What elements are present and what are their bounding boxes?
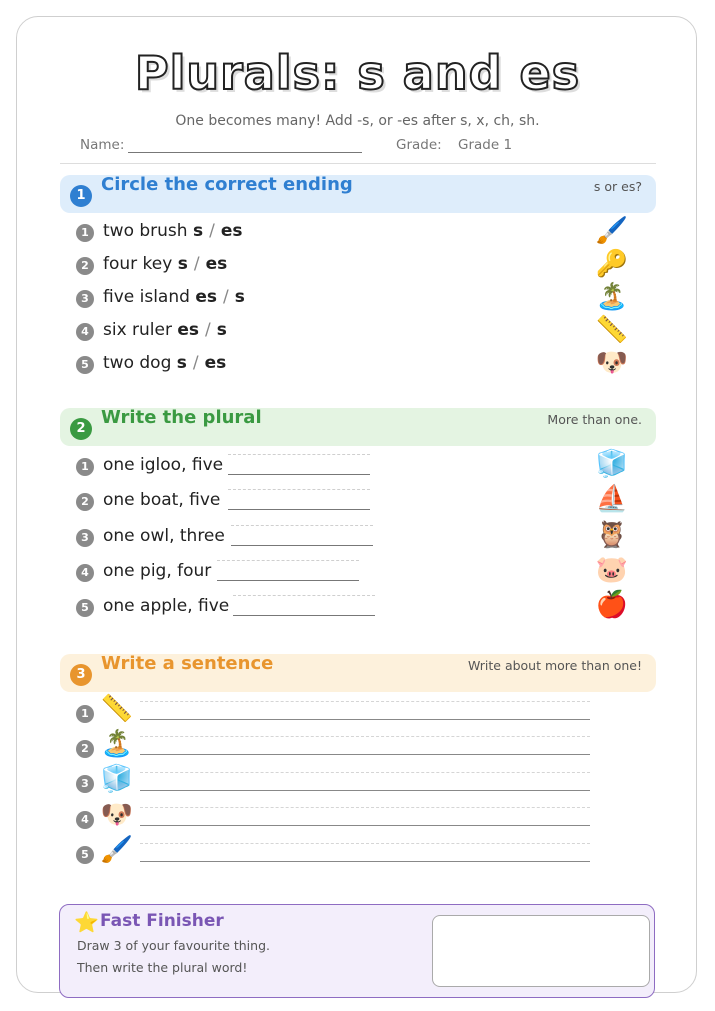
section-1-number: 1 [70, 185, 92, 207]
item-number: 3 [76, 290, 94, 308]
ending-option[interactable]: s [177, 254, 188, 274]
item-text: one boat, five [103, 490, 221, 510]
answer-line[interactable] [233, 593, 375, 616]
item-text: one apple, five [103, 596, 230, 616]
item-number: 5 [76, 599, 94, 617]
item-text [103, 353, 226, 373]
ruler-icon: 📏 [595, 315, 629, 345]
paintbrush-icon: 🖌️ [100, 835, 134, 865]
section-2-note: More than one. [547, 412, 642, 427]
item-word: two brush [103, 221, 188, 241]
item-number: 1 [76, 224, 94, 242]
ending-option[interactable]: es [205, 254, 228, 274]
star-icon: ⭐ [74, 910, 99, 934]
fast-finisher-line-1: Draw 3 of your favourite thing. [77, 938, 270, 953]
item-number: 1 [76, 458, 94, 476]
item-text: one pig, four [103, 561, 212, 581]
answer-line[interactable] [228, 452, 370, 475]
owl-icon: 🦉 [595, 520, 629, 550]
fast-finisher-title: Fast Finisher [100, 911, 224, 931]
item-number: 4 [76, 323, 94, 341]
island-icon: 🏝️ [100, 729, 134, 759]
item-text: one owl, three [103, 526, 225, 546]
item-number: 3 [76, 775, 94, 793]
answer-line[interactable] [217, 558, 359, 581]
key-icon: 🔑 [595, 249, 629, 279]
item-number: 2 [76, 257, 94, 275]
answer-line[interactable] [231, 523, 373, 546]
sentence-line[interactable] [140, 803, 590, 826]
ice-cube-icon: 🧊 [595, 449, 629, 479]
grade-value: Grade 1 [458, 137, 513, 153]
header-divider [60, 163, 656, 164]
section-2-number: 2 [70, 418, 92, 440]
ending-option[interactable]: s [192, 221, 204, 241]
sentence-line[interactable] [140, 839, 590, 862]
section-2-header [60, 408, 656, 446]
grade-label: Grade: [396, 137, 442, 153]
ice-cube-icon: 🧊 [100, 764, 134, 794]
section-1-title: Circle the correct ending [101, 174, 353, 195]
ending-option[interactable]: s [216, 320, 227, 340]
sentence-line[interactable] [140, 697, 590, 720]
ruler-icon: 📏 [100, 694, 134, 724]
sentence-line[interactable] [140, 732, 590, 755]
ending-option[interactable]: s [234, 287, 245, 307]
item-number: 2 [76, 740, 94, 758]
item-number: 5 [76, 846, 94, 864]
paintbrush-icon: 🖌️ [595, 216, 629, 246]
section-3-title: Write a sentence [101, 653, 274, 674]
page-title: Plurals: s and es [134, 46, 581, 100]
ending-option[interactable]: es [177, 320, 200, 340]
item-number: 5 [76, 356, 94, 374]
item-word: six ruler [103, 320, 172, 340]
item-text [103, 221, 242, 241]
section-3-number: 3 [70, 664, 92, 686]
dog-icon: 🐶 [595, 348, 629, 378]
item-number: 1 [76, 705, 94, 723]
item-number: 2 [76, 493, 94, 511]
apple-icon: 🍎 [595, 590, 629, 620]
slash: / [192, 353, 199, 373]
section-3-note: Write about more than one! [467, 658, 642, 673]
name-label: Name: [80, 137, 125, 153]
slash: / [193, 254, 200, 274]
item-word: four key [103, 254, 173, 274]
slash: / [205, 320, 211, 340]
item-number: 4 [76, 811, 94, 829]
section-1-note: s or es? [593, 179, 642, 194]
item-number: 3 [76, 529, 94, 547]
section-2-title: Write the plural [101, 407, 262, 428]
section-1-header [60, 175, 656, 213]
fast-finisher-line-2: Then write the plural word! [77, 960, 248, 975]
ending-option[interactable]: es [220, 221, 243, 241]
answer-line[interactable] [228, 487, 370, 510]
item-word: five island [103, 287, 190, 307]
item-word: two dog [103, 353, 172, 373]
drawing-box[interactable] [432, 915, 650, 987]
sailboat-icon: ⛵ [595, 484, 629, 514]
name-line[interactable] [128, 152, 362, 153]
ending-option[interactable]: es [195, 287, 217, 307]
dog-icon: 🐶 [100, 800, 134, 830]
pig-icon: 🐷 [595, 555, 629, 585]
fast-finisher-box [59, 904, 655, 998]
section-3-header [60, 654, 656, 692]
sentence-line[interactable] [140, 768, 590, 791]
item-text [103, 254, 227, 274]
ending-option[interactable]: es [204, 353, 227, 373]
item-text [103, 320, 227, 340]
ending-option[interactable]: s [176, 353, 187, 373]
item-text [103, 287, 245, 307]
page-subtitle: One becomes many! Add -s, or -es after s, x, ch, sh. [175, 113, 540, 129]
slash: / [209, 221, 215, 241]
island-icon: 🏝️ [595, 282, 629, 312]
item-text: one igloo, five [103, 455, 224, 475]
slash: / [222, 287, 229, 307]
item-number: 4 [76, 564, 94, 582]
